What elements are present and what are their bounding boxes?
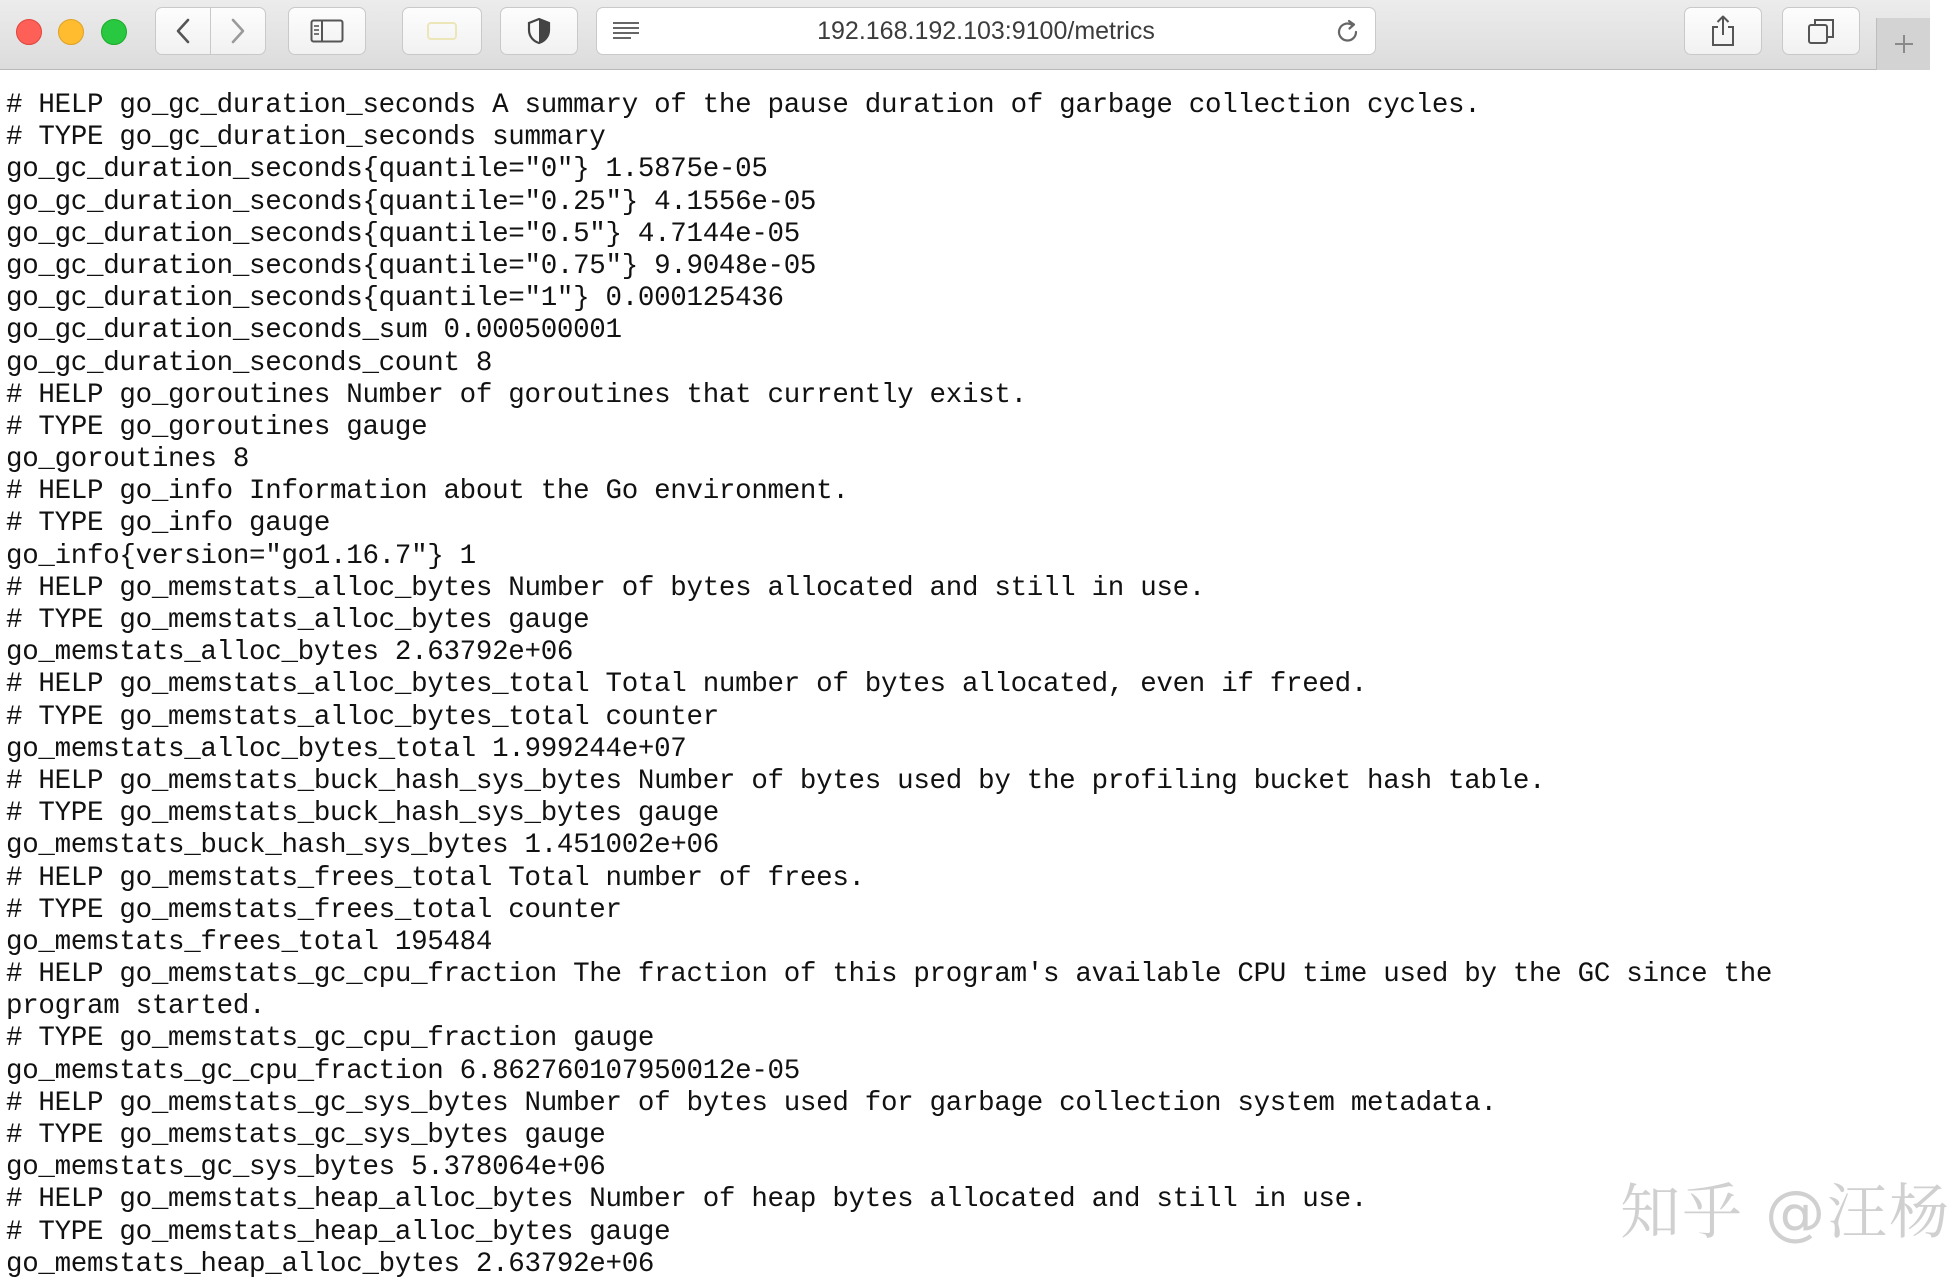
window-zoom-button[interactable] [101,19,127,45]
shield-icon [527,17,551,45]
metric-line: # TYPE go_gc_duration_seconds summary [6,122,606,154]
metric-line: go_memstats_alloc_bytes_total 1.999244e+07 [6,733,687,765]
metric-line: # TYPE go_memstats_heap_alloc_bytes gauge [6,1216,671,1248]
metric-line: # HELP go_goroutines Number of goroutines that currently exist. [6,379,1027,411]
navigation-buttons [155,7,266,55]
show-tabs-button[interactable] [1782,7,1860,55]
metric-line: go_gc_duration_seconds{quantile="0.25"} 4.1556e-05 [6,186,817,218]
extension-icon [425,19,459,43]
metrics-text [6,90,1916,1281]
metric-line: go_memstats_frees_total 195484 [6,926,493,958]
sidebar-icon [310,19,344,43]
reload-icon[interactable] [1335,19,1361,45]
metric-line: go_gc_duration_seconds_count 8 [6,347,493,379]
metric-line: go_gc_duration_seconds_sum 0.000500001 [6,315,622,347]
sidebar-button[interactable] [288,7,366,55]
metric-line: go_memstats_buck_hash_sys_bytes 1.451002e+06 [6,830,719,862]
metric-line: # HELP go_info Information about the Go environment. [6,476,849,508]
metric-line: # TYPE go_memstats_gc_cpu_fraction gauge [6,1023,655,1055]
metric-line: # HELP go_memstats_frees_total Total number of frees. [6,862,865,894]
metric-line: go_memstats_gc_sys_bytes 5.378064e+06 [6,1152,606,1184]
url-text[interactable]: 192.168.192.103:9100/metrics [817,17,1155,45]
metric-line: # HELP go_memstats_buck_hash_sys_bytes Number of bytes used by the profiling bucket hash table. [6,765,1546,797]
extension-button[interactable] [402,7,482,55]
address-bar[interactable] [596,7,1376,55]
metric-line: go_goroutines 8 [6,444,250,476]
metric-line: # TYPE go_memstats_frees_total counter [6,894,622,926]
metric-line: # TYPE go_goroutines gauge [6,411,428,443]
metric-line: go_memstats_gc_cpu_fraction 6.862760107950012e-05 [6,1055,800,1087]
metric-line: # HELP go_memstats_alloc_bytes Number of bytes allocated and still in use. [6,572,1205,604]
metric-line: go_gc_duration_seconds{quantile="0"} 1.5875e-05 [6,154,768,186]
metric-line: go_memstats_alloc_bytes 2.63792e+06 [6,637,574,669]
share-button[interactable] [1684,7,1762,55]
metric-line: # HELP go_gc_duration_seconds A summary of the pause duration of garbage collection cycles. [6,90,1481,121]
reader-lines-icon[interactable] [611,20,641,42]
metric-line: go_gc_duration_seconds{quantile="1"} 0.000125436 [6,283,784,315]
metric-line: # TYPE go_memstats_alloc_bytes_total counter [6,701,719,733]
new-tab-button[interactable] [1876,18,1930,70]
metric-line: # HELP go_memstats_alloc_bytes_total Total number of bytes allocated, even if freed. [6,669,1368,701]
metric-line: # TYPE go_memstats_buck_hash_sys_bytes gauge [6,798,719,830]
metric-line: # TYPE go_info gauge [6,508,331,540]
share-icon [1710,15,1736,47]
chevron-right-icon [230,18,246,44]
metric-line: go_memstats_heap_alloc_bytes 2.63792e+06 [6,1248,655,1280]
chevron-left-icon [175,18,191,44]
metric-line: go_info{version="go1.16.7"} 1 [6,540,476,572]
metric-line: # TYPE go_memstats_gc_sys_bytes gauge [6,1120,606,1151]
window-minimize-button[interactable] [58,19,84,45]
metric-line: # TYPE go_memstats_alloc_bytes gauge [6,605,590,636]
metric-line: go_gc_duration_seconds{quantile="0.75"} 9.9048e-05 [6,250,817,282]
forward-button[interactable] [210,8,265,54]
plus-icon [1892,32,1916,56]
back-button[interactable] [156,8,210,54]
metric-line: # HELP go_memstats_heap_alloc_bytes Number of heap bytes allocated and still in use. [6,1184,1368,1216]
metric-line: program started. [6,991,266,1023]
metric-line: # HELP go_memstats_gc_cpu_fraction The fraction of this program's available CPU time used by the GC since the [6,959,1773,991]
tabs-icon [1807,17,1835,45]
window-close-button[interactable] [16,19,42,45]
metric-line: go_gc_duration_seconds{quantile="0.5"} 4.7144e-05 [6,218,800,250]
privacy-report-button[interactable] [500,7,578,55]
browser-toolbar [0,0,1930,70]
watermark: 知乎 @汪杨 [1620,1178,1952,1248]
metric-line: # HELP go_memstats_gc_sys_bytes Number of bytes used for garbage collection system metadata. [6,1087,1497,1119]
